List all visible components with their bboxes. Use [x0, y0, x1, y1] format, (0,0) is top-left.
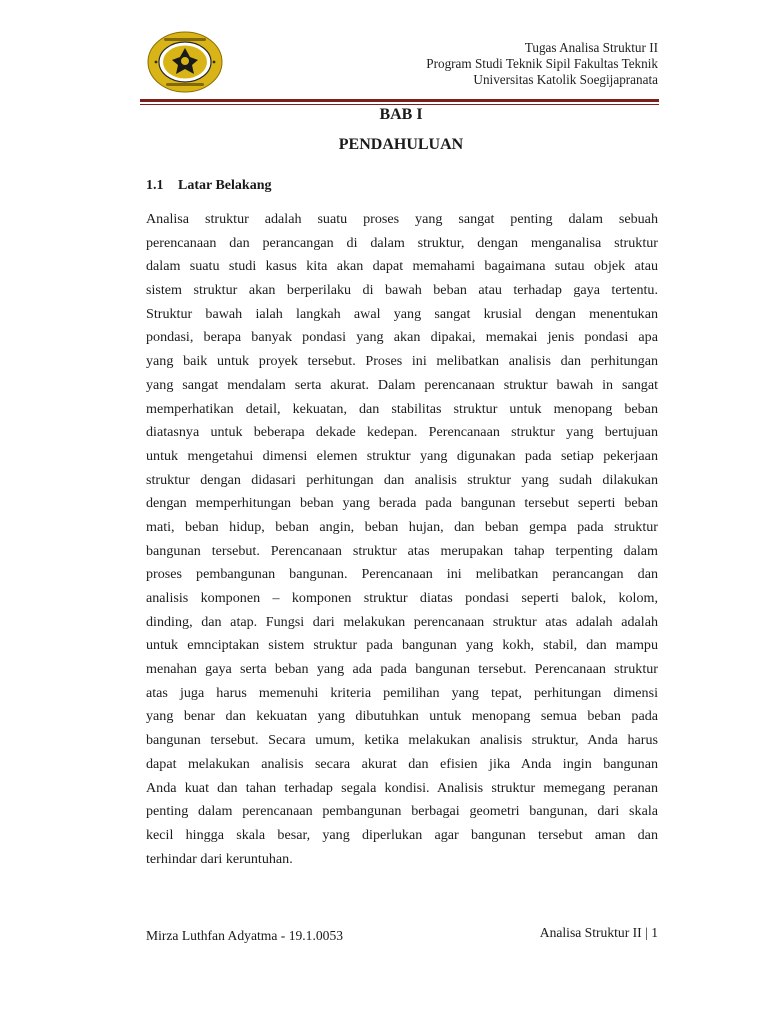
paragraph-line: diatasnya untuk beberapa dekade kedepan. Perencanaan struktur yang bertujuan	[146, 424, 658, 441]
section-title: Latar Belakang	[178, 178, 272, 193]
paragraph-line: dapat melakukan analisis secara akurat dan efisien jika Anda ingin bangunan	[146, 755, 658, 772]
section-number: 1.1	[146, 178, 164, 193]
header-program: Program Studi Teknik Sipil Fakultas Teknik	[426, 56, 658, 71]
paragraph-line: dengan memperhitungan beban yang berada pada bangunan tersebut seperti beban	[146, 495, 658, 512]
paragraph-line: yang baik untuk proyek tersebut. Proses ini melibatkan analisis dan perhitungan	[146, 353, 658, 370]
paragraph-line: memperhatikan detail, kekuatan, dan stabilitas struktur untuk menopang beban	[146, 400, 658, 417]
document-header	[318, 40, 658, 88]
paragraph-line: kecil hingga skala besar, yang diperlukan agar bangunan tersebut aman dan	[146, 826, 658, 843]
body-paragraph	[146, 208, 658, 871]
paragraph-line: penting dalam perencanaan pembangunan berbagai geometri bangunan, dari skala	[146, 803, 658, 820]
paragraph-line: struktur dengan didasari perhitungan dan analisis struktur yang sudah dilakukan	[146, 471, 658, 488]
paragraph-line: Anda kuat dan tahan terhadap segala kondisi. Analisis struktur memegang peranan	[146, 779, 658, 796]
paragraph-line: sistem struktur akan berperilaku di bawah beban atau terhadap gaya tertentu.	[146, 282, 658, 299]
paragraph-line: yang benar dan kekuatan yang dibutuhkan untuk menopang semua beban pada	[146, 708, 658, 725]
paragraph-line: Analisa struktur adalah suatu proses yang sangat penting dalam sebuah	[146, 211, 658, 227]
header-course: Tugas Analisa Struktur II	[524, 40, 658, 55]
paragraph-line: pondasi, berapa banyak pondasi yang akan dipakai, memakai jenis pondasi apa	[146, 329, 658, 346]
paragraph-line: Struktur bawah ialah langkah awal yang sangat krusial dengan menentukan	[146, 305, 658, 322]
paragraph-line: terhindar dari keruntuhan.	[146, 850, 293, 867]
header-university: Universitas Katolik Soegijapranata	[473, 72, 658, 87]
chapter-title: PENDAHULUAN	[338, 136, 464, 153]
section-heading	[146, 177, 271, 195]
paragraph-line: proses pembangunan bangunan. Perencanaan ini melibatkan perancangan dan	[146, 566, 658, 583]
university-seal-icon	[146, 30, 224, 94]
paragraph-line: dinding, dan atap. Fungsi dari melakukan perencanaan struktur atas adalah adalah	[146, 613, 658, 630]
paragraph-line: menahan gaya serta beban yang ada pada bangunan tersebut. Perencanaan struktur	[146, 661, 658, 678]
footer-author: Mirza Luthfan Adyatma - 19.1.0053	[146, 928, 344, 943]
paragraph-line: perencanaan dan perancangan di dalam struktur, dengan menganalisa struktur	[146, 234, 658, 251]
paragraph-line: yang sangat mendalam serta akurat. Dalam perencanaan struktur bawah in sangat	[146, 376, 658, 393]
header-divider	[140, 99, 659, 102]
chapter-label: BAB I	[379, 106, 423, 123]
paragraph-line: dalam suatu studi kasus kita akan dapat memahami bagaimana sutau objek atau	[146, 258, 658, 275]
paragraph-line: untuk mengetahui dimensi elemen struktur yang digunakan pada setiap pekerjaan	[146, 447, 658, 464]
paragraph-line: analisis komponen – komponen struktur diatas pondasi seperti balok, kolom,	[146, 590, 658, 606]
paragraph-line: atas juga harus memenuhi kriteria pemilihan yang tepat, perhitungan dimensi	[146, 684, 658, 701]
footer-page-number: Analisa Struktur II | 1	[539, 925, 658, 940]
paragraph-line: mati, beban hidup, beban angin, beban hujan, dan beban gempa pada struktur	[146, 518, 658, 535]
paragraph-line: bangunan tersebut. Perencanaan struktur atas merupakan tahap terpenting dalam	[146, 542, 658, 559]
paragraph-line: untuk emnciptakan sistem struktur pada bangunan yang kokh, stabil, dan mampu	[146, 637, 658, 654]
paragraph-line: bangunan tersebut. Secara umum, ketika melakukan analisis struktur, Anda harus	[146, 732, 658, 749]
